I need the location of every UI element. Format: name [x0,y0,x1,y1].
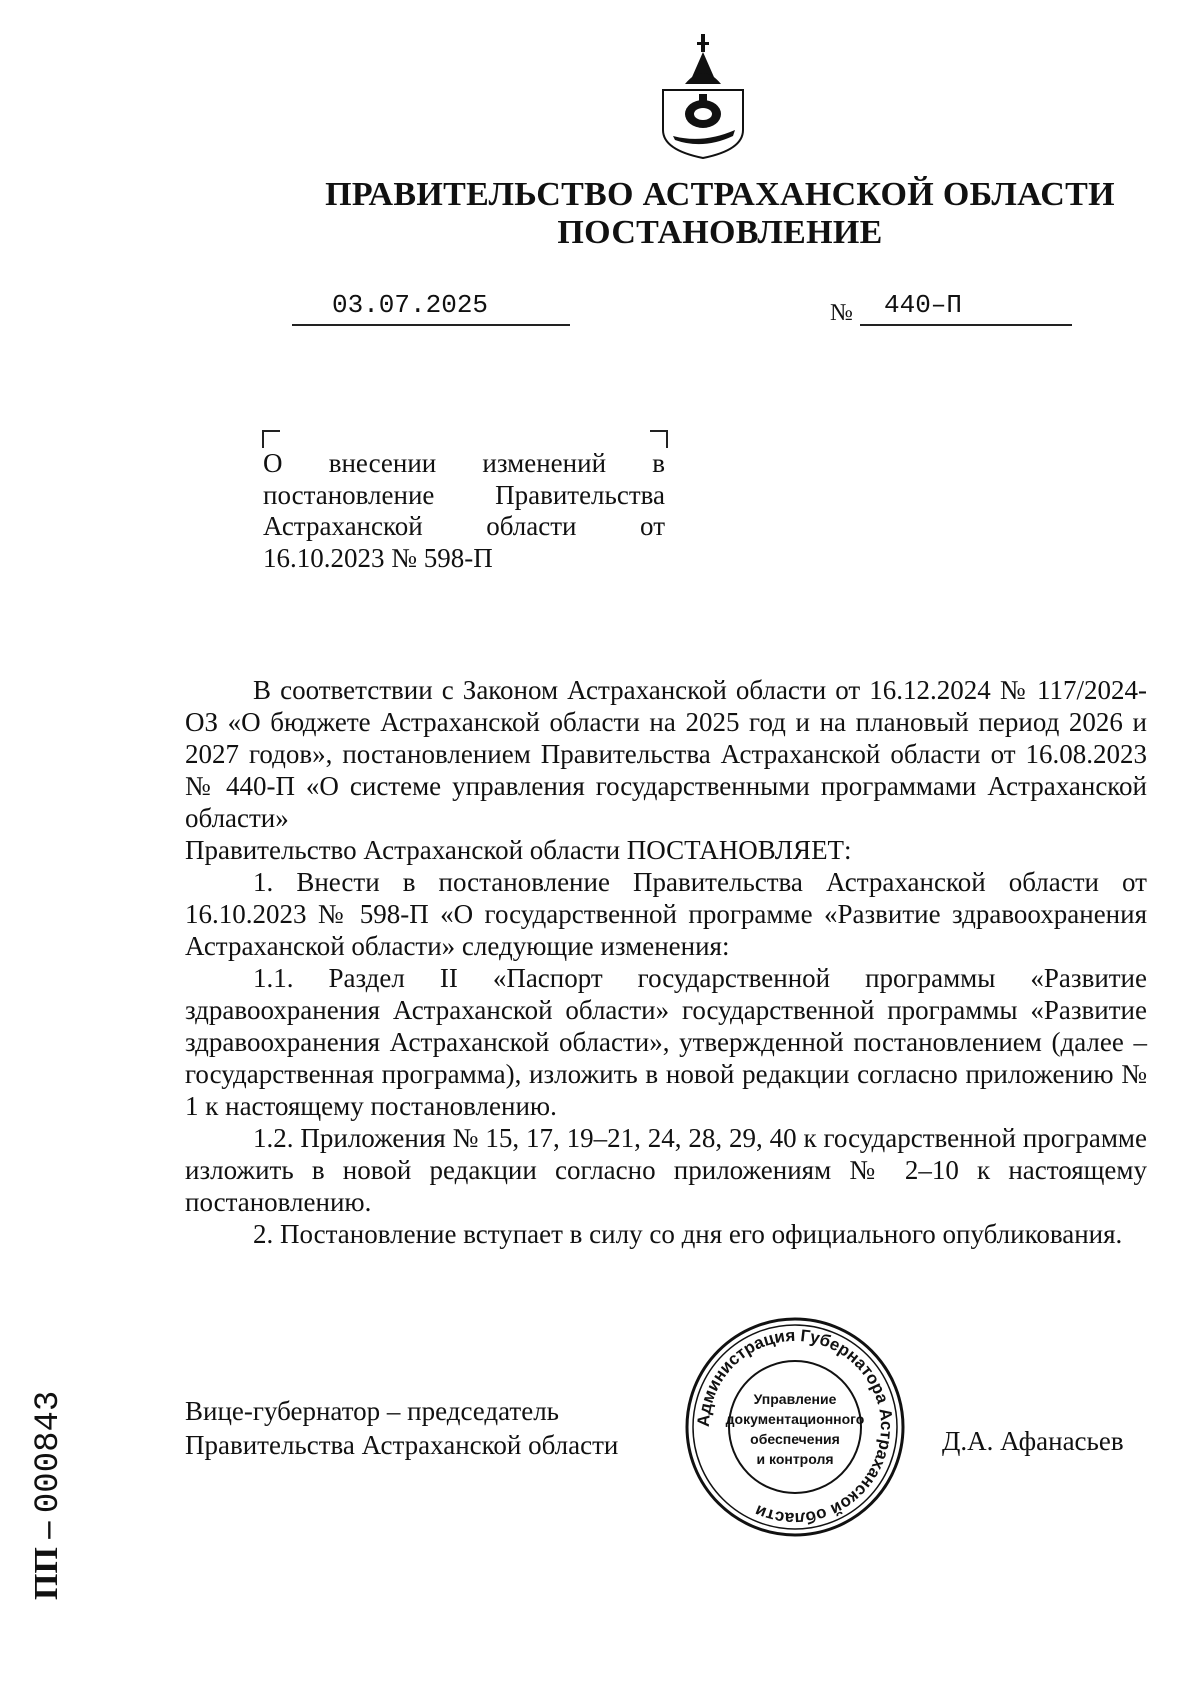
official-stamp [680,1312,910,1542]
number-label: № [830,300,853,326]
signatory-title [185,1394,618,1462]
stamp-outer-text: Администрация Губернатора Астраханской области [693,1325,897,1529]
item-2-paragraph: 2. Постановление вступает в силу со дня его официального опубликования. [253,1219,1123,1249]
document-number: 440–П [884,290,963,320]
signatory-title-line-1: Вице-губернатор – председатель [185,1396,559,1426]
organization-title: ПРАВИТЕЛЬСТВО АСТРАХАНСКОЙ ОБЛАСТИ [325,176,1115,213]
stamp-inner-line-2: документационного [725,1411,865,1427]
item-1-1-paragraph: 1.1. Раздел II «Паспорт государственной программы «Развитие здравоохранения Астраханской области» государственной программы «Развитие здравоохранения Астраханской области», утвержденной постановлением (далее – государственная программа), изложить в новой редакции согласно приложению № 1 к настоящему постановлению. [185,963,1147,1121]
resolution-line: Правительство Астраханской области ПОСТАНОВЛЯЕТ: [185,835,852,865]
item-1-paragraph: 1. Внести в постановление Правительства Астраханской области от 16.10.2023 № 598-П «О государственной программе «Развитие здравоохранения Астраханской области» следующие изменения: [185,867,1147,961]
margin-series: ПП – [28,1521,65,1600]
document-number-field [860,290,1072,326]
signatory-title-line-2: Правительства Астраханской области [185,1430,619,1460]
subject-corner-left [262,430,280,448]
item-1-2-paragraph: 1.2. Приложения № 15, 17, 19–21, 24, 28, 29, 40 к государственной программе изложить в новой редакции согласно приложениям № 2–10 к настоящему постановлению. [185,1123,1147,1217]
stamp-inner-line-4: и контроля [756,1451,834,1467]
document-subject: О внесении изменений в постановление Правительства Астраханской области от 16.10.2023 № 598-П [263,448,665,573]
coat-of-arms-emblem [655,32,751,160]
margin-code-number: 000843 [30,1390,68,1514]
document-date: 03.07.2025 [332,290,489,320]
document-type-title: ПОСТАНОВЛЕНИЕ [557,214,883,251]
preamble-paragraph: В соответствии с Законом Астраханской области от 16.12.2024 № 117/2024-ОЗ «О бюджете Астраханской области на 2025 год и на плановый период 2026 и 2027 годов», постановлением Правительства Астраханской области от 16.08.2023 № 440-П «О системе управления государственными программами Астраханской области» [185,675,1147,833]
stamp-inner-line-3: обеспечения [750,1431,840,1447]
stamp-inner-line-1: Управление [753,1391,837,1407]
subject-corner-right [650,430,668,448]
document-date-field [292,290,570,326]
signatory-name: Д.А. Афанасьев [942,1426,1124,1456]
margin-registration-code [28,1230,68,1600]
document-body [185,674,1147,1250]
